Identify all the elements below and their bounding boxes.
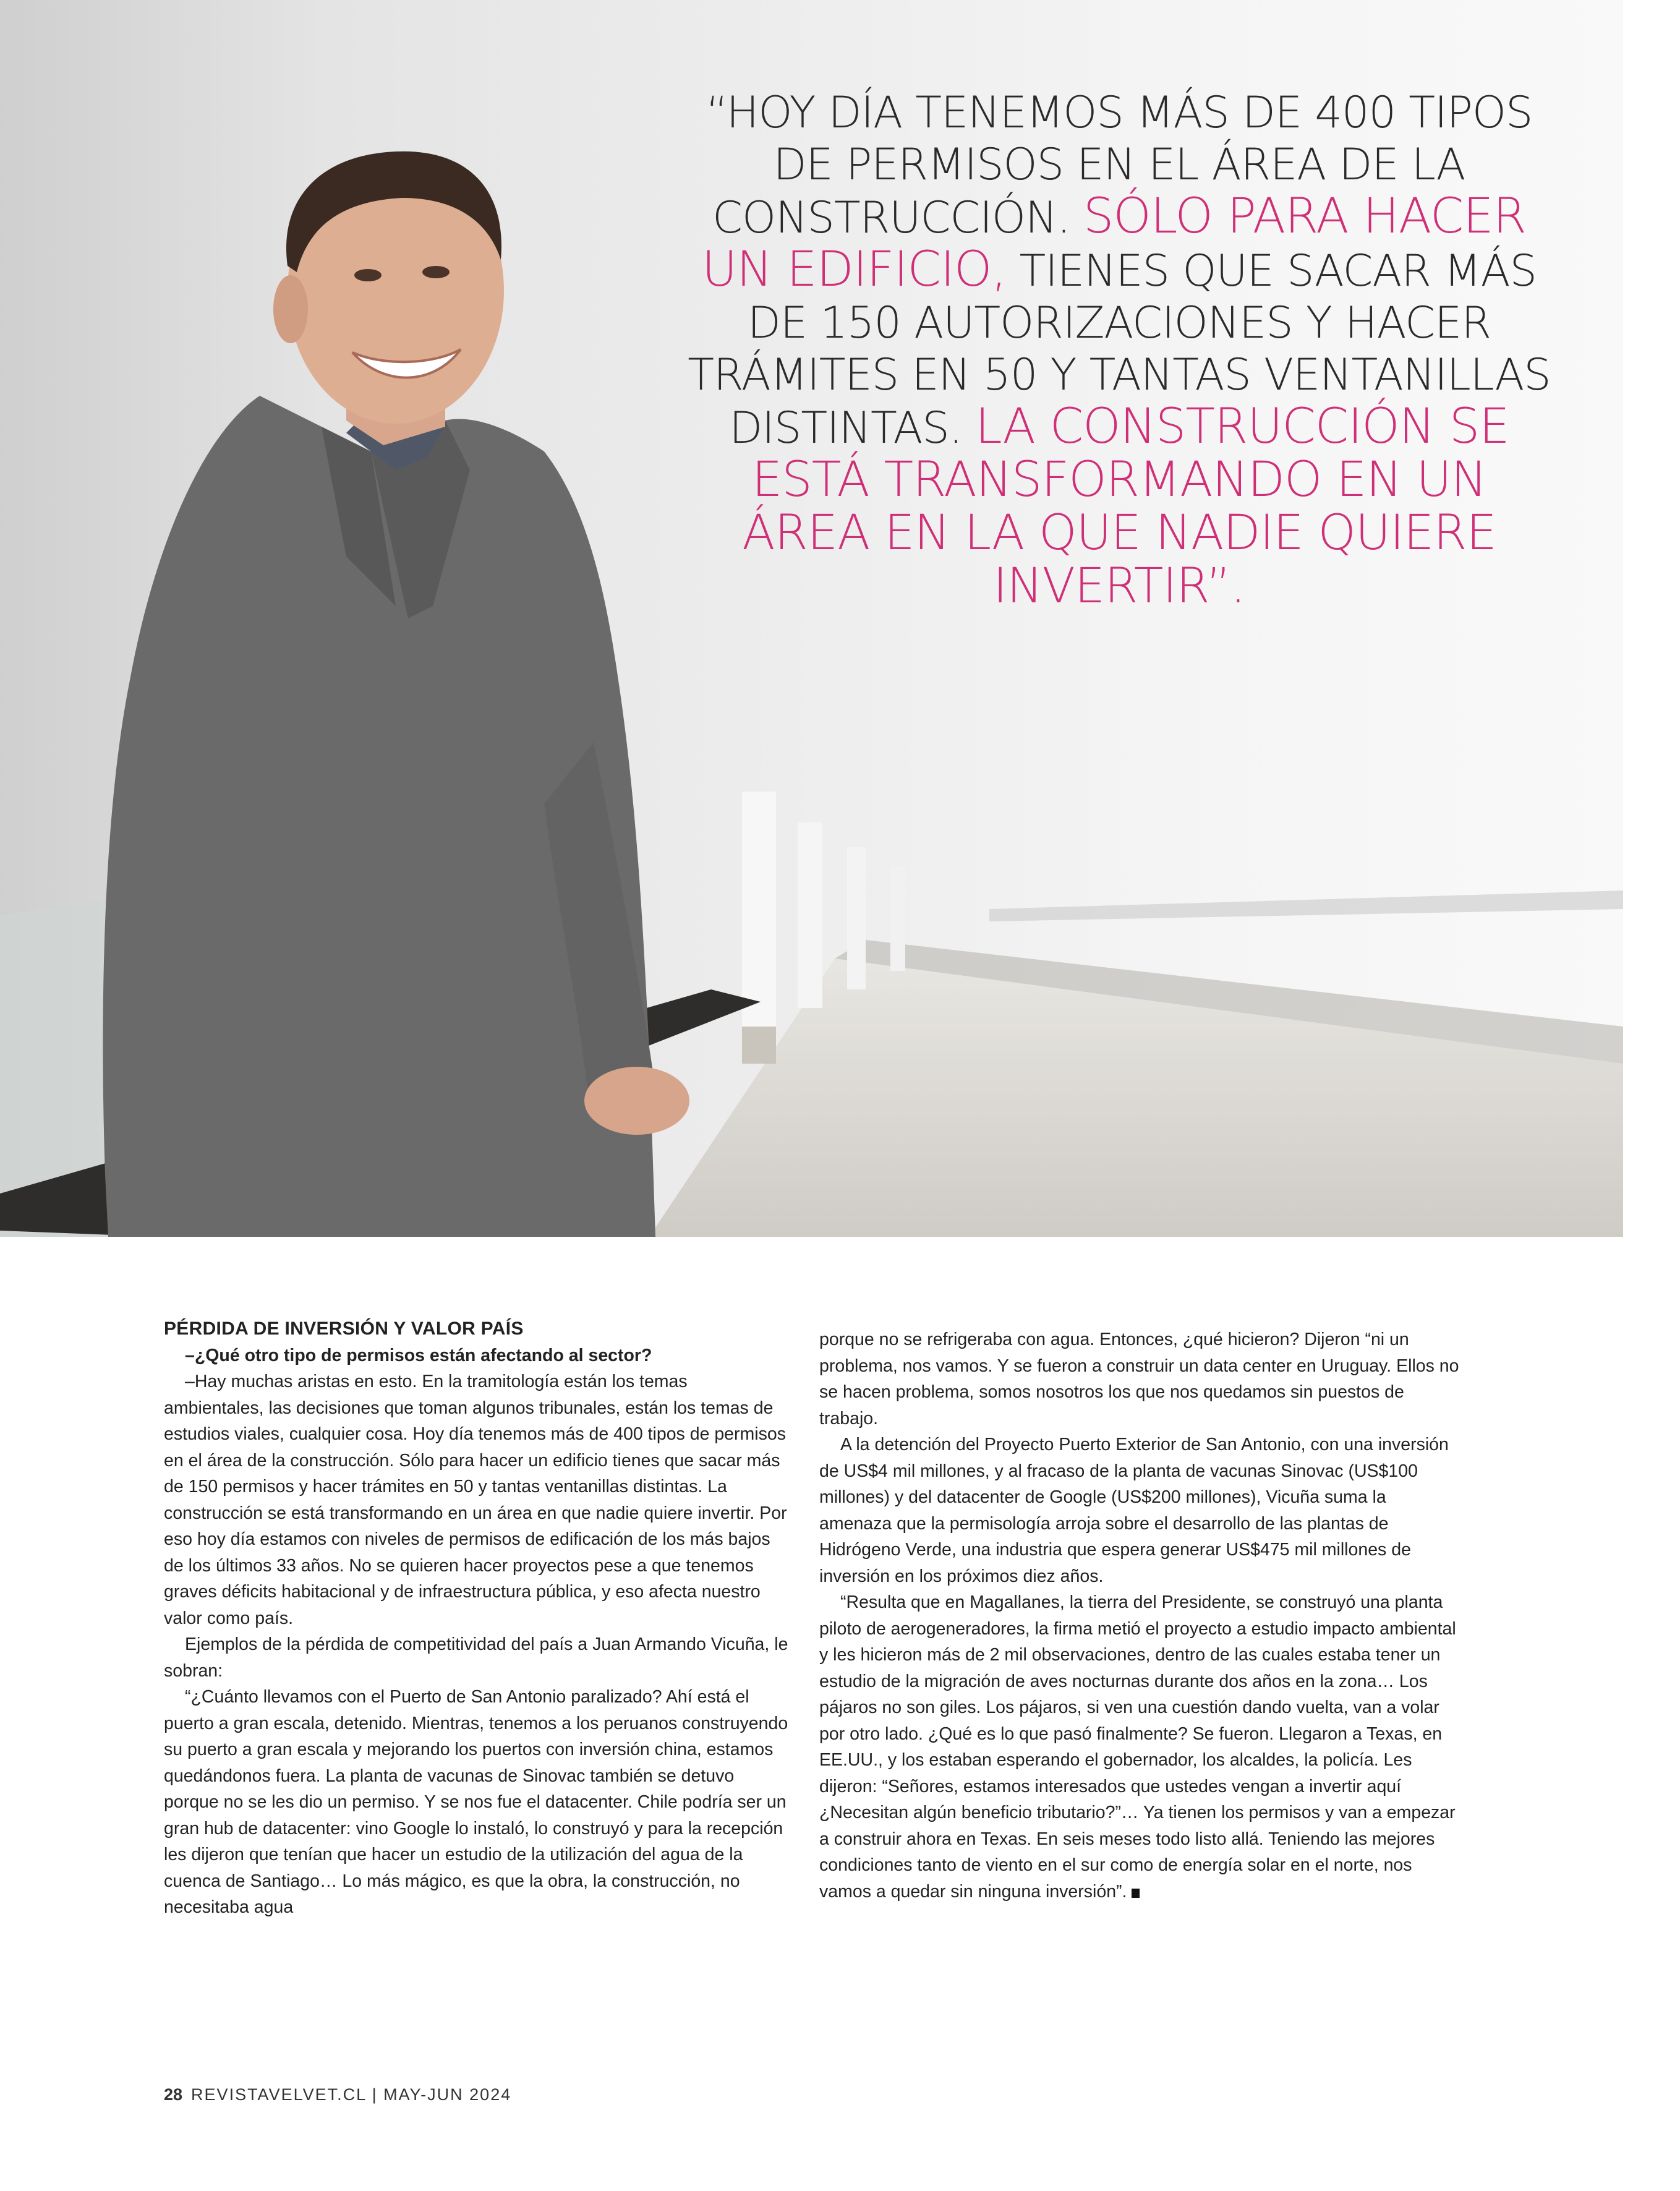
pull-quote [686, 87, 1552, 613]
section-title: PÉRDIDA DE INVERSIÓN Y VALOR PAÍS [164, 1318, 524, 1339]
pull-quote-part-1: “HOY DÍA TENEMOS MÁS DE 400 TIPOS DE PERMISOS EN EL ÁREA DE LA CONSTRUCCIÓN. [706, 87, 1533, 243]
page-footer [164, 2085, 511, 2104]
paragraph: “¿Cuánto llevamos con el Puerto de San Antonio paralizado? Ahí está el puerto a gran escala, detenido. Mientras, tenemos a los peruanos construyendo su puerto a gran escala y mejorando los puertos con inversión china, estamos quedándonos fuera. La planta de vacunas de Sinovac también se detuvo porque no se les dio un permiso. Y se nos fue el datacenter. Chile podría ser un gran hub de datacenter: vino Google lo instaló, lo construyó y para la recepción les dijeron que tenían que hacer un estudio de la utilización del agua de la cuenca de Santiago… Lo más mágico, es que la obra, la construcción, no necesitaba agua [164, 1687, 788, 1917]
pull-quote-highlight-2: LA CONSTRUCCIÓN SE ESTÁ TRANSFORMANDO EN UN ÁREA EN LA QUE NADIE QUIERE INVERTIR”. [742, 399, 1509, 614]
article-column-right [819, 1326, 1459, 1905]
paragraph-final [819, 1589, 1459, 1905]
interview-question: –¿Qué otro tipo de permisos están afectando al sector? [185, 1345, 652, 1365]
article-column-left [164, 1316, 791, 1921]
page-number: 28 [164, 2085, 183, 2104]
pull-quote-highlight-1: SÓLO PARA HACER UN EDIFICIO, [702, 189, 1526, 297]
paragraph: porque no se refrigeraba con agua. Entonces, ¿qué hicieron? Dijeron “ni un problema, nos vamos. Y se fueron a construir un data center en Uruguay. Ellos no se hacen problema, somos nosotros los que nos quedamos sin puestos de trabajo. [819, 1330, 1459, 1429]
pull-quote-part-3: TIENES QUE SACAR MÁS DE 150 AUTORIZACIONES Y HACER TRÁMITES EN 50 Y TANTAS VENTANILLAS DISTINTAS. [688, 246, 1551, 453]
publication-info: REVISTAVELVET.CL | MAY-JUN 2024 [191, 2085, 512, 2104]
paragraph: –Hay muchas aristas en esto. En la tramitología están los temas ambientales, las decisiones que toman algunos tribunales, están los temas de estudios viales, cualquier cosa. Hoy día tenemos más de 400 tipos de permisos en el área de la construcción. Sólo para hacer un edificio tienes que sacar más de 150 permisos y hacer trámites en 50 y tantas ventanillas distintas. La construcción se está transformando en un área en que nadie quiere invertir. Por eso hoy día estamos con niveles de permisos de edificación de los más bajos de los últimos 33 años. No se quieren hacer proyectos pese a que tenemos graves déficits habitacional y de infraestructura pública, y eso afecta nuestro valor como país. [164, 1372, 787, 1628]
end-of-article-icon [1132, 1889, 1140, 1898]
paragraph: Ejemplos de la pérdida de competitividad del país a Juan Armando Vicuña, le sobran: [164, 1634, 788, 1681]
paragraph: A la detención del Proyecto Puerto Exterior de San Antonio, con una inversión de US$4 mil millones, y al fracaso de la planta de vacunas Sinovac (US$100 millones) y del datacenter de Google (US$200 millones), Vicuña suma la amenaza que la permisología arroja sobre el desarrollo de las plantas de Hidrógeno Verde, una industria que espera generar US$475 mil millones de inversión en los próximos diez años. [819, 1435, 1449, 1586]
final-paragraph-text: “Resulta que en Magallanes, la tierra del Presidente, se construyó una planta piloto de aerogeneradores, la firma metió el proyecto a estudio impacto ambiental y les hicieron más de 2 mil observaciones, dentro de las cuales estaba tener un estudio de la migración de aves nocturnas durante dos años en la zona… Los pájaros no son giles. Los pájaros, si ven una cuestión dando vuelta, van a volar por otro lado. ¿Qué es lo que pasó finalmente? Se fueron. Llegaron a Texas, en EE.UU., y los estaban esperando el gobernador, los alcaldes, la policía. Les dijeron: “Señores, estamos interesados que ustedes vengan a invertir aquí ¿Necesitan algún beneficio tributario?”… Ya tienen los permisos y van a empezar a construir ahora en Texas. En seis meses todo listo allá. Teniendo las mejores condiciones tanto de viento en el sur como de energía solar en el norte, nos vamos a quedar sin ninguna inversión”. [819, 1592, 1456, 1902]
